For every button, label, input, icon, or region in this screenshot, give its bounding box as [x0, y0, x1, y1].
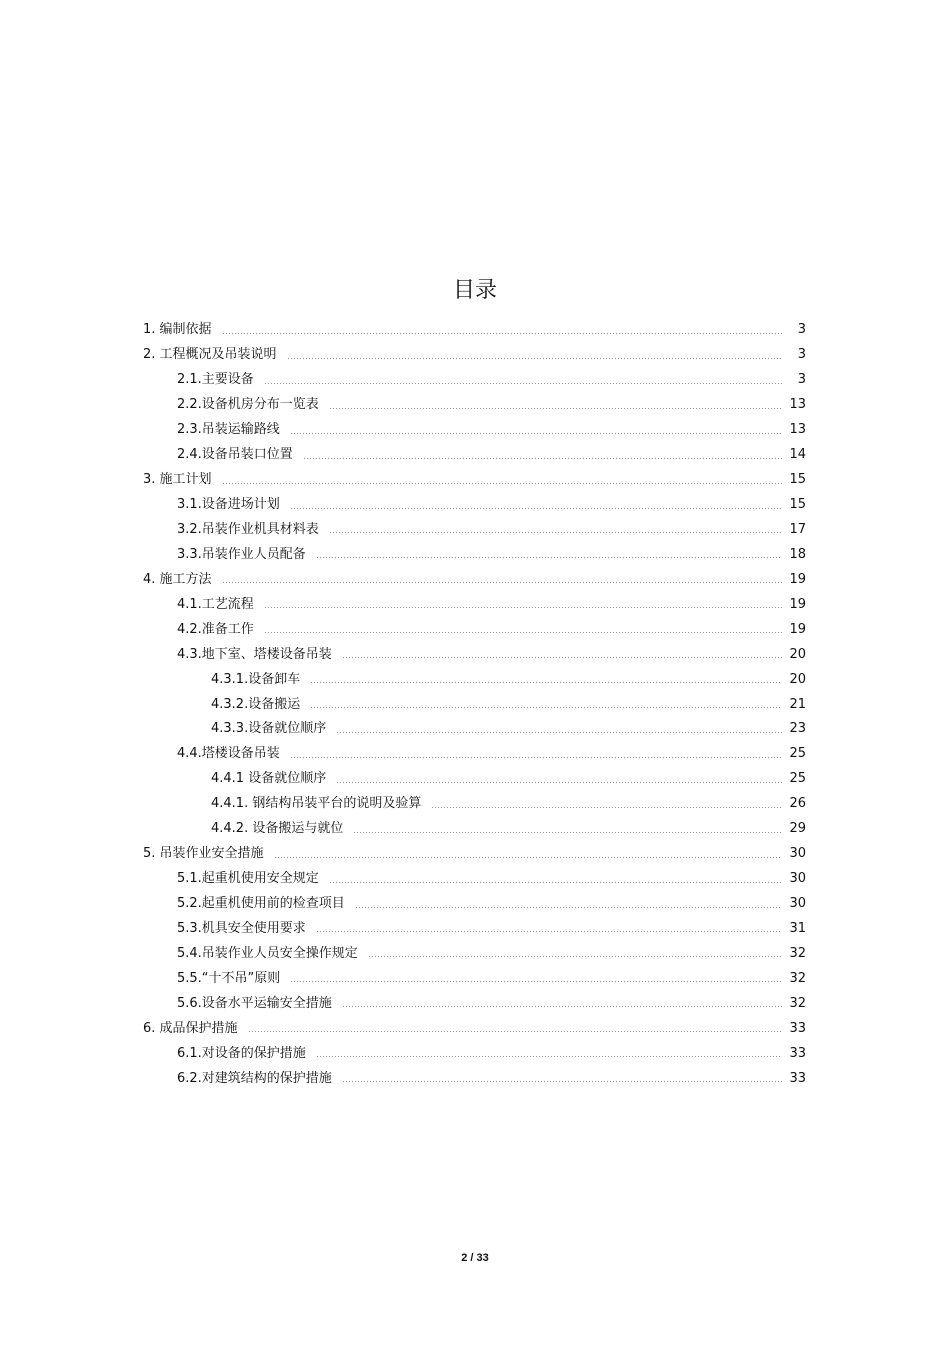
toc-entry-label: 5.1.起重机使用安全规定 [177, 871, 319, 887]
toc-entry-label: 5.2.起重机使用前的检查项目 [177, 896, 345, 912]
toc-entry[interactable] [0, 1066, 950, 1091]
toc-entry-label: 6.2.对建筑结构的保护措施 [177, 1070, 332, 1086]
toc-entry-page: 20 [789, 671, 806, 687]
toc-dot-leader [310, 682, 782, 683]
toc-entry-page: 31 [789, 920, 806, 936]
toc-entry-label: 4.1.工艺流程 [177, 596, 254, 612]
toc-entry-label: 3.3.吊装作业人员配备 [177, 546, 306, 562]
toc-entry-label: 2.2.设备机房分布一览表 [177, 397, 319, 413]
toc-dot-leader [222, 582, 782, 583]
toc-entry-page: 15 [789, 472, 806, 488]
toc-entry[interactable] [0, 817, 950, 842]
toc-dot-leader [316, 931, 782, 932]
toc-entry-label: 6.1.对设备的保护措施 [177, 1045, 306, 1061]
toc-dot-leader [264, 632, 782, 633]
toc-entry-label: 4.3.地下室、塔楼设备吊装 [177, 646, 332, 662]
toc-dot-leader [248, 1031, 782, 1032]
toc-entry-label: 1. 编制依据 [143, 322, 212, 338]
toc-entry[interactable] [0, 542, 950, 567]
toc-dot-leader [431, 807, 782, 808]
toc-dot-leader [368, 956, 782, 957]
toc-entry-page: 33 [789, 1045, 806, 1061]
toc-entry-page: 33 [789, 1020, 806, 1036]
toc-entry[interactable] [0, 991, 950, 1016]
toc-entry-label: 4.3.2.设备搬运 [211, 696, 301, 712]
toc-entry-label: 3.2.吊装作业机具材料表 [177, 521, 319, 537]
toc-entry-label: 5.3.机具安全使用要求 [177, 920, 306, 936]
toc-dot-leader [264, 383, 782, 384]
toc-entry-page: 15 [789, 497, 806, 513]
toc-entry-page: 18 [789, 546, 806, 562]
toc-entry-page: 25 [789, 746, 806, 762]
toc-entry-label: 4.3.3.设备就位顺序 [211, 721, 327, 737]
toc-dot-leader [274, 857, 782, 858]
toc-entry-label: 2.4.设备吊装口位置 [177, 447, 293, 463]
toc-entry[interactable] [0, 468, 950, 493]
toc-entry-label: 2.3.吊装运输路线 [177, 422, 280, 438]
toc-entry-label: 6. 成品保护措施 [143, 1020, 238, 1036]
toc-dot-leader [342, 1006, 782, 1007]
toc-dot-leader [316, 1056, 782, 1057]
toc-entry-page: 30 [789, 896, 806, 912]
toc-entry[interactable] [0, 443, 950, 468]
toc-entry-page: 13 [789, 422, 806, 438]
toc-dot-leader [287, 358, 782, 359]
toc-entry-page: 20 [789, 646, 806, 662]
toc-dot-leader [290, 508, 782, 509]
toc-entry-page: 13 [789, 397, 806, 413]
toc-entry[interactable] [0, 742, 950, 767]
toc-entry-label: 5.4.吊装作业人员安全操作规定 [177, 945, 358, 961]
toc-dot-leader [342, 657, 782, 658]
toc-entry[interactable] [0, 493, 950, 518]
toc-entry-page: 25 [789, 771, 806, 787]
toc-entry-page: 23 [789, 721, 806, 737]
toc-entry-page: 21 [789, 696, 806, 712]
toc-entry-page: 26 [789, 796, 806, 812]
toc-dot-leader [329, 532, 782, 533]
toc-dot-leader [303, 458, 782, 459]
toc-entry-label: 4. 施工方法 [143, 571, 212, 587]
toc-entry[interactable] [0, 767, 950, 792]
toc-entry-label: 4.4.1. 钢结构吊装平台的说明及验算 [211, 796, 422, 812]
toc-entry[interactable] [0, 692, 950, 717]
toc-entry[interactable] [0, 567, 950, 592]
toc-entry[interactable] [0, 867, 950, 892]
toc-entry-page: 3 [797, 372, 806, 388]
toc-dot-leader [290, 433, 782, 434]
toc-dot-leader [222, 333, 782, 334]
toc-entry-page: 3 [797, 322, 806, 338]
toc-entry[interactable] [0, 1041, 950, 1066]
toc-dot-leader [355, 907, 782, 908]
toc-entry[interactable] [0, 1016, 950, 1041]
toc-entry[interactable] [0, 941, 950, 966]
toc-dot-leader [353, 832, 782, 833]
toc-entry-page: 30 [789, 846, 806, 862]
page-number: 2 / 33 [461, 1252, 489, 1264]
toc-entry[interactable] [0, 368, 950, 393]
toc-entry-label: 4.2.准备工作 [177, 621, 254, 637]
toc-entry-label: 3. 施工计划 [143, 472, 212, 488]
toc-entry-label: 2. 工程概况及吊装说明 [143, 347, 277, 363]
toc-entry[interactable] [0, 617, 950, 642]
toc-entry-page: 19 [789, 571, 806, 587]
toc-dot-leader [329, 408, 782, 409]
toc-entry[interactable] [0, 343, 950, 368]
toc-entry-page: 14 [789, 447, 806, 463]
toc-entry-page: 32 [789, 995, 806, 1011]
toc-entry-page: 29 [789, 821, 806, 837]
toc-entry[interactable] [0, 842, 950, 867]
toc-entry-label: 5. 吊装作业安全措施 [143, 846, 264, 862]
toc-dot-leader [310, 707, 782, 708]
toc-entry-page: 32 [789, 945, 806, 961]
toc-entry-label: 4.4.1 设备就位顺序 [211, 771, 327, 787]
toc-entry-page: 17 [789, 521, 806, 537]
toc-dot-leader [329, 882, 782, 883]
toc-entry-label: 3.1.设备进场计划 [177, 497, 280, 513]
toc-entry[interactable] [0, 518, 950, 543]
toc-entry-page: 3 [797, 347, 806, 363]
toc-entry-page: 33 [789, 1070, 806, 1086]
toc-entry[interactable] [0, 892, 950, 917]
toc-entry-label: 5.5.“十不吊”原则 [177, 970, 281, 986]
toc-entry-page: 19 [789, 596, 806, 612]
toc-title: 目录 [452, 278, 497, 303]
toc-dot-leader [342, 1081, 782, 1082]
toc-entry-label: 4.3.1.设备卸车 [211, 671, 301, 687]
toc-entry-label: 4.4.塔楼设备吊装 [177, 746, 280, 762]
toc-entry[interactable] [0, 318, 950, 343]
table-of-contents [0, 318, 950, 1091]
toc-entry-label: 4.4.2. 设备搬运与就位 [211, 821, 344, 837]
toc-dot-leader [222, 483, 782, 484]
toc-entry[interactable] [0, 418, 950, 443]
toc-entry[interactable] [0, 917, 950, 942]
toc-entry-page: 19 [789, 621, 806, 637]
toc-entry[interactable] [0, 792, 950, 817]
toc-entry[interactable] [0, 393, 950, 418]
toc-dot-leader [336, 732, 782, 733]
toc-entry[interactable] [0, 592, 950, 617]
toc-dot-leader [290, 981, 782, 982]
toc-dot-leader [336, 782, 782, 783]
toc-entry-label: 2.1.主要设备 [177, 372, 254, 388]
toc-dot-leader [290, 757, 782, 758]
toc-entry[interactable] [0, 642, 950, 667]
toc-entry[interactable] [0, 667, 950, 692]
toc-dot-leader [264, 607, 782, 608]
toc-dot-leader [316, 557, 782, 558]
toc-entry-page: 30 [789, 871, 806, 887]
toc-entry-page: 32 [789, 970, 806, 986]
toc-entry[interactable] [0, 966, 950, 991]
toc-entry-label: 5.6.设备水平运输安全措施 [177, 995, 332, 1011]
toc-entry[interactable] [0, 717, 950, 742]
